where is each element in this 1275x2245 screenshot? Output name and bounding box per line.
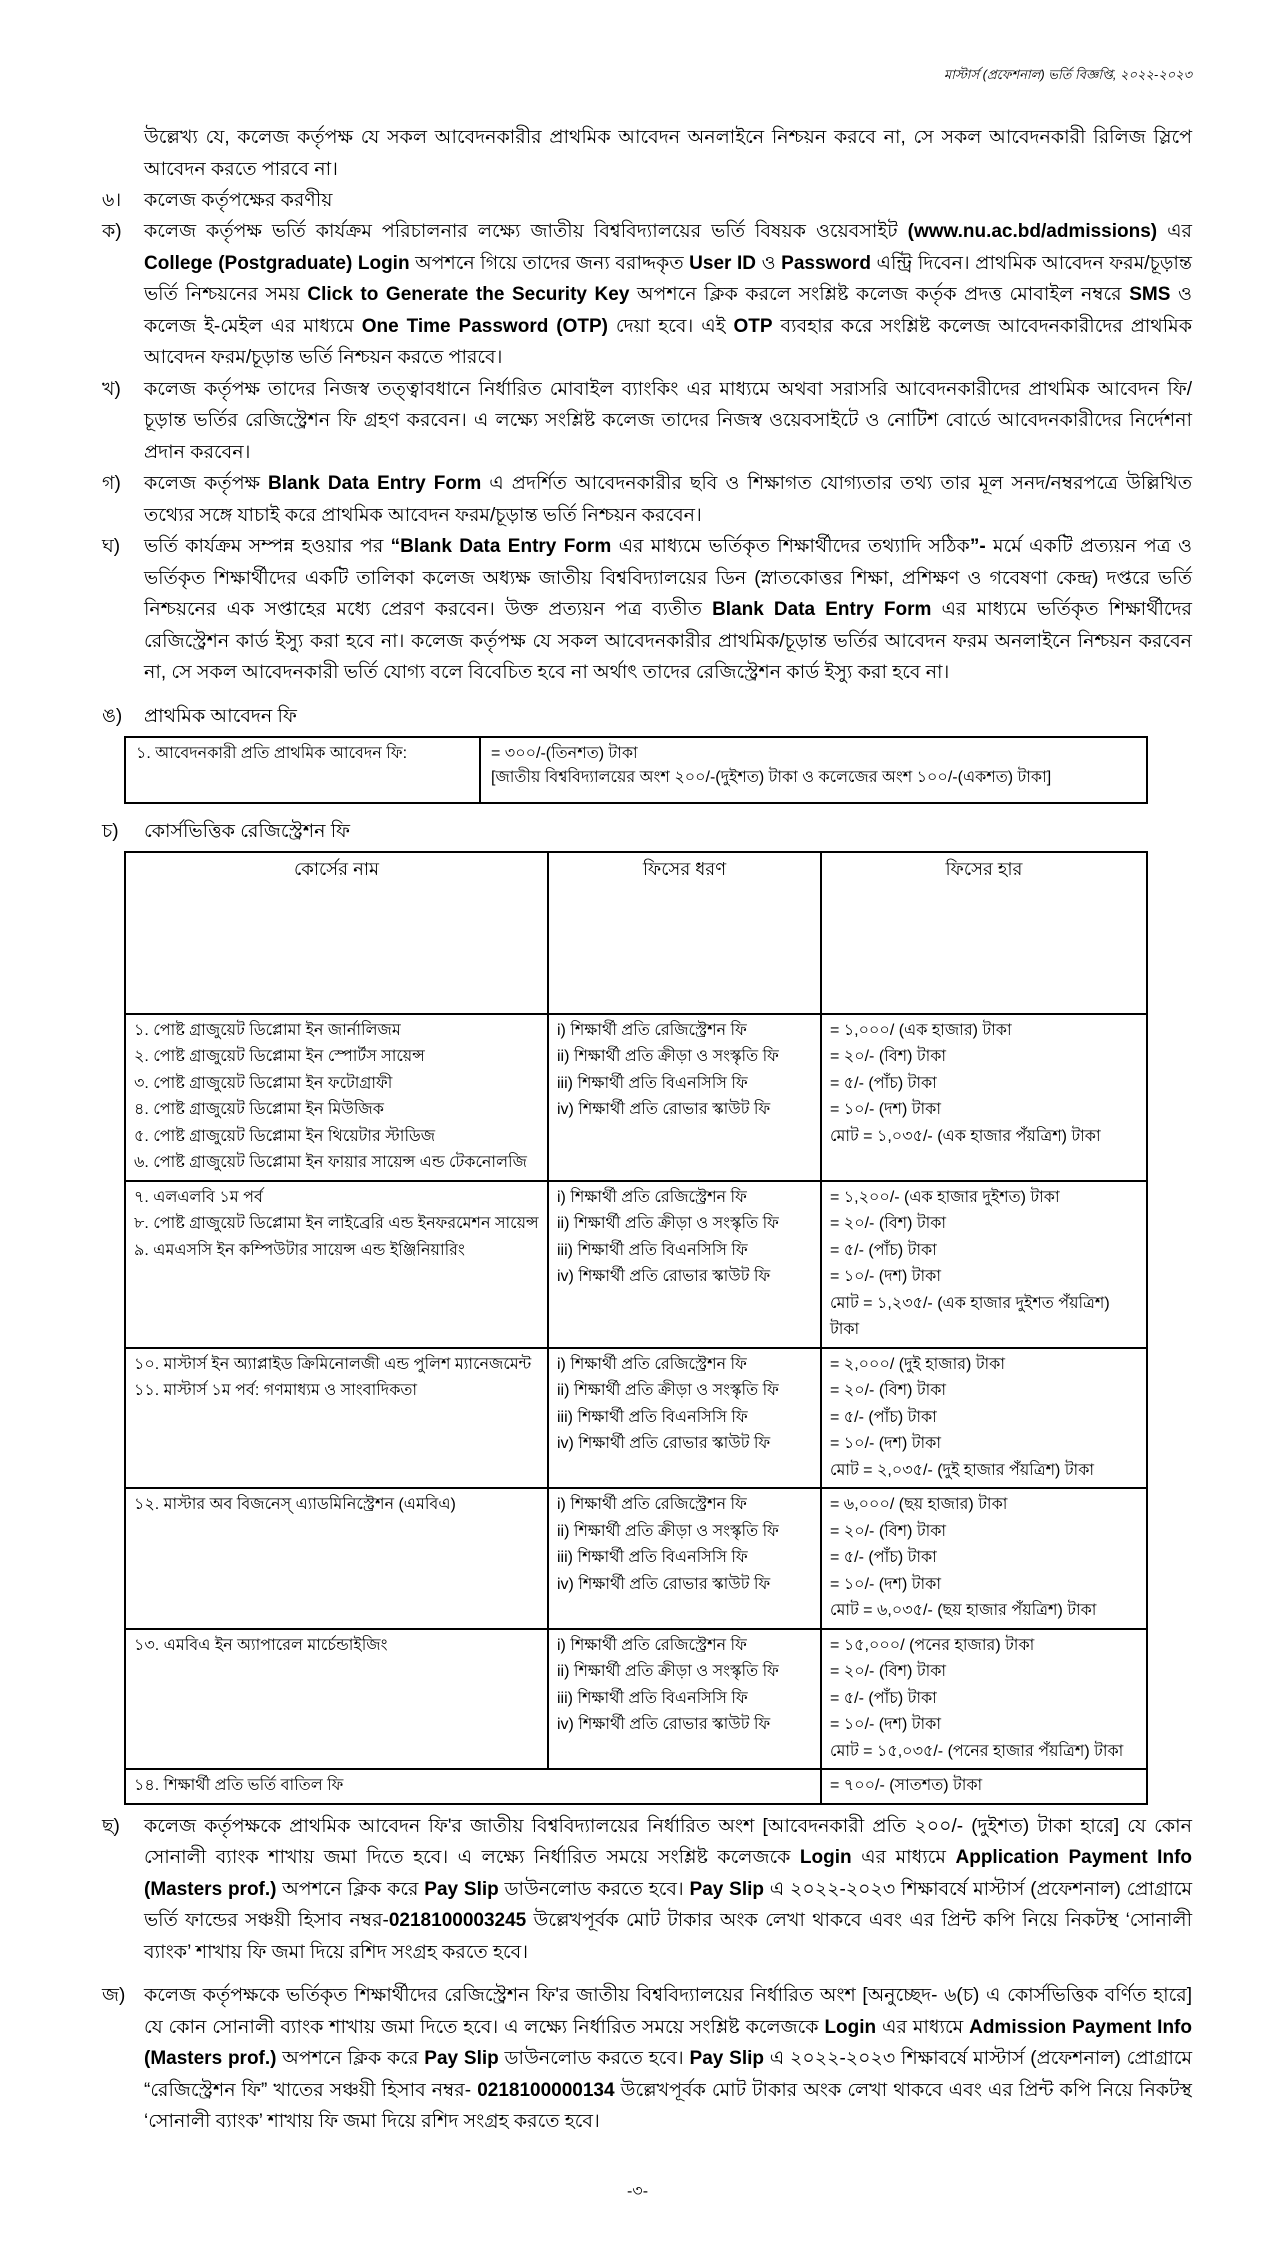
fee-type: iv) শিক্ষার্থী প্রতি রোভার স্কাউট ফি [557,1101,771,1118]
text-run: কলেজ কর্তৃপক্ষ ভর্তি কার্যক্রম পরিচালনার লক্ষ্যে জাতীয় বিশ্ববিদ্যালয়ের ভর্তি বিষয়ক ওয়েবসাইট [144,221,908,242]
clause-text [144,468,1192,531]
text-run: ও [756,252,782,274]
text-run: দেয়া হবে। এই [607,315,734,337]
fee-type: i) শিক্ষার্থী প্রতি রেজিস্ট্রেশন ফি [557,1636,747,1654]
fee-rate-cell [821,1629,1147,1770]
clause-label: জ) [102,1985,126,2006]
fee-type: i) শিক্ষার্থী প্রতি রেজিস্ট্রেশন ফি [557,1496,747,1513]
page-number: -৩- [626,2182,649,2200]
fee-type: ii) শিক্ষার্থী প্রতি ক্রীড়া ও সংস্কৃতি ফি [557,1048,779,1065]
bold-text-run: Click to Generate the Security Key [307,284,630,305]
clause-label: চ) [102,820,119,842]
course-name-cell [125,1348,548,1489]
clause-ga [102,468,1192,531]
fee-type-cell [548,1181,821,1348]
bold-text-run: Application Payment Info (Masters prof.) [144,1847,1192,1900]
bold-text-run: Pay Slip [689,2048,764,2069]
text-run: এ ২০২২-২০২৩ শিক্ষাবর্ষে মাস্টার্স (প্রফেশনাল) প্রোগ্রামে “রেজিস্ট্রেশন ফি” খাতের সঞ্চয়ী হিসাব নম্বর- [144,2048,1193,2101]
fee-rate: = ২০/- (বিশ) টাকা [830,1215,947,1232]
course-name: ৭. এলএলবি ১ম পর্ব [134,1188,263,1206]
section-number: ৬। [102,190,122,211]
fee-rate: মোট = ৬,০৩৫/- (ছয় হাজার পঁয়ত্রিশ) টাকা [830,1602,1097,1619]
text-run: উল্লেখ্য যে, কলেজ কর্তৃপক্ষ যে সকল আবেদনকারীর প্রাথমিক আবেদন অনলাইনে নিশ্চয়ন করবে না, সে সকল আবেদনকারী রিলিজ স্লিপে আবেদন করতে পারবে না। [144,127,1192,180]
clause-label: ঙ) [102,705,123,727]
section-6-heading [102,185,1192,216]
fee-type: iv) শিক্ষার্থী প্রতি রোভার স্কাউট ফি [557,1268,771,1285]
course-group-row [125,1488,1147,1629]
course-group-row [125,1629,1147,1770]
table-header-row [125,852,1147,1014]
clause-gha [102,531,1192,689]
fee-amount-cell [480,737,1147,803]
bold-text-run: Admission Payment Info (Masters prof.) [144,2016,1192,2069]
bold-text-run: ”- [969,536,986,557]
course-name-cell [125,1014,548,1181]
fee-rate: = ১,০০০/ (এক হাজার) টাকা [830,1021,1012,1039]
fee-rate: = ৫/- (পাঁচ) টাকা [830,1241,937,1259]
text-run: কলেজ কর্তৃপক্ষকে প্রাথমিক আবেদন ফি'র জাতীয় বিশ্ববিদ্যালয়ের নির্ধারিত অংশ [আবেদনকারী প্রতি ২০০/- (দুইশত) টাকা হারে] যে কোন সোনালী ব্যাংক শাখায় জমা দিতে হবে। এ লক্ষ্যে নির্ধারিত সময়ে সংশ্লিষ্ট কলেজকে [144,1815,1192,1868]
running-header: মাস্টার্স (প্রফেশনাল) ভর্তি বিজ্ঞপ্তি, ২০২২-২০২৩ [943,67,1192,82]
fee-rate: = ১০/- (দশ) টাকা [830,1101,941,1118]
text-run: এর মাধ্যমে ভর্তিকৃত শিক্ষার্থীদের তথ্যাদি সঠিক [611,536,970,557]
clause-title: কোর্সভিত্তিক রেজিস্ট্রেশন ফি [144,820,351,842]
text-run: উল্লেখপূর্বক মোট টাকার অংক লেখা থাকবে এবং এর প্রিন্ট কপি নিয়ে নিকটস্থ ‘সোনালী ব্যাংক’ শাখায় ফি জমা দিয়ে রশিদ সংগ্রহ করতে হবে। [144,2079,1192,2132]
text-run: উল্লেখপূর্বক মোট টাকার অংক লেখা থাকবে এবং এর প্রিন্ট কপি নিয়ে নিকটস্থ ‘সোনালী ব্যাংক’ শাখায় ফি জমা দিয়ে রশিদ সংগ্রহ করতে হবে। [144,1910,1193,1963]
course-group-row [125,1181,1147,1348]
fee-rate: মোট = ১,০৩৫/- (এক হাজার পঁয়ত্রিশ) টাকা [830,1127,1101,1145]
fee-type-cell [548,1488,821,1629]
clause-text [144,531,1192,689]
bold-text-run: Pay Slip [689,1878,764,1900]
clause-ka [102,216,1192,374]
course-name-cell [125,1629,548,1770]
text-run: কলেজ কর্তৃপক্ষ [144,473,269,494]
bold-text-run: Login [799,1847,852,1868]
clause-label: গ) [102,473,121,494]
fee-rate: মোট = ১৫,০৩৫/- (পনের হাজার পঁয়ত্রিশ) টাকা [830,1742,1124,1760]
fee-rate: = ২০/- (বিশ) টাকা [830,1663,947,1680]
course-name: ১. পোষ্ট গ্রাজুয়েট ডিপ্লোমা ইন জার্নালিজম [134,1021,401,1039]
fee-rate: = ৫/- (পাঁচ) টাকা [830,1074,937,1092]
text-run: অপশনে গিয়ে তাদের জন্য বরাদ্দকৃত [409,252,690,274]
fee-rate: মোট = ২,০৩৫/- (দুই হাজার পঁয়ত্রিশ) টাকা [830,1461,1095,1479]
text-run: এন্ট্রি দিবেন। প্রাথমিক আবেদন ফরম/চূড়ান্ত ভর্তি নিশ্চয়নের সময় [144,252,1193,305]
bold-text-run: Pay Slip [424,2048,499,2069]
fee-type: iv) শিক্ষার্থী প্রতি রোভার স্কাউট ফি [557,1575,771,1593]
fee-rate: = ২,০০০/ (দুই হাজার) টাকা [830,1355,1006,1373]
fee-type: ii) শিক্ষার্থী প্রতি ক্রীড়া ও সংস্কৃতি ফি [557,1522,779,1540]
column-header: কোর্সের নাম [125,852,548,1014]
fee-rate: = ১০/- (দশ) টাকা [830,1268,941,1285]
fee-rate-cell [821,1014,1147,1181]
bold-text-run: (www.nu.ac.bd/admissions) [907,221,1158,242]
fee-rate: = ২০/- (বিশ) টাকা [830,1048,947,1065]
text-run: কলেজ কর্তৃপক্ষকে ভর্তিকৃত শিক্ষার্থীদের রেজিস্ট্রেশন ফি'র জাতীয় বিশ্ববিদ্যালয়ের নির্ধারিত অংশ [অনুচ্ছেদ- ৬(চ) এ কোর্সভিত্তিক বর্ণিত হারে] যে কোন সোনালী ব্যাংক শাখায় জমা দিতে হবে। এ লক্ষ্যে নির্ধারিত সময়ে সংশ্লিষ্ট কলেজকে [144,1985,1192,2038]
fee-rate: = ১,২০০/- (এক হাজার দুইশত) টাকা [830,1188,1060,1206]
text-run: অপশনে ক্লিক করে [276,1878,425,1900]
text-run: অপশনে ক্লিক করে [276,2048,425,2069]
fee-type: ii) শিক্ষার্থী প্রতি ক্রীড়া ও সংস্কৃতি ফি [557,1382,779,1399]
column-header: ফিসের হার [821,852,1147,1014]
fee-rate: = ১০/- (দশ) টাকা [830,1716,941,1733]
text-run: এ ২০২২-২০২৩ শিক্ষাবর্ষে মাস্টার্স (প্রফেশনাল) প্রোগ্রামে ভর্তি ফান্ডের সঞ্চয়ী হিসাব নম্বর- [144,1878,1193,1931]
bold-text-run: 0218100003245 [388,1910,527,1931]
clause-jha [102,1980,1192,2138]
course-group-row [125,1348,1147,1489]
fee-rate: মোট = ১,২৩৫/- (এক হাজার দুইশত পঁয়ত্রিশ) টাকা [830,1294,1110,1338]
fee-rate: = ৫/- (পাঁচ) টাকা [830,1689,937,1707]
course-name: ১৩. এমবিএ ইন অ্যাপারেল মার্চেন্ডাইজিং [134,1636,388,1654]
clause-text [144,216,1192,374]
fee-rate: = ১০/- (দশ) টাকা [830,1435,941,1452]
fee-type: iii) শিক্ষার্থী প্রতি বিএনসিসি ফি [557,1241,748,1259]
cancellation-fee-label: ১৪. শিক্ষার্থী প্রতি ভর্তি বাতিল ফি [125,1769,821,1804]
clause-kha [102,374,1192,469]
bold-text-run: College (Postgraduate) Login [144,252,410,274]
fee-rate: = ৫/- (পাঁচ) টাকা [830,1408,937,1426]
fee-type: i) শিক্ষার্থী প্রতি রেজিস্ট্রেশন ফি [557,1188,747,1206]
document-page [102,0,1192,2245]
fee-type: ii) শিক্ষার্থী প্রতি ক্রীড়া ও সংস্কৃতি ফি [557,1215,779,1232]
application-fee-table [124,736,1148,804]
fee-rate: = ১০/- (দশ) টাকা [830,1575,941,1593]
clause-nga-heading [102,701,1192,732]
fee-type: iv) শিক্ষার্থী প্রতি রোভার স্কাউট ফি [557,1435,771,1452]
fee-rate: = ৫/- (পাঁচ) টাকা [830,1549,937,1566]
text-run: এর [1157,221,1193,242]
text-run: ও কলেজ ই-মেইল এর মাধ্যমে [144,284,1192,337]
clause-label: খ) [102,378,121,400]
course-name: ৩. পোষ্ট গ্রাজুয়েট ডিপ্লোমা ইন ফটোগ্রাফী [134,1074,393,1092]
column-header: ফিসের ধরণ [548,852,821,1014]
bold-text-run: “Blank Data Entry Form [390,536,612,557]
course-name: ১২. মাস্টার অব বিজনেস্ এ্যাডমিনিস্ট্রেশন (এমবিএ) [134,1496,456,1513]
clause-chha [102,1811,1192,1969]
text-run: ভর্তি কার্যক্রম সম্পন্ন হওয়ার পর [144,536,391,557]
fee-type: iii) শিক্ষার্থী প্রতি বিএনসিসি ফি [557,1689,748,1707]
course-name: ৫. পোষ্ট গ্রাজুয়েট ডিপ্লোমা ইন থিয়েটার স্টাডিজ [134,1127,436,1145]
text-run: ডাউনলোড করতে হবে। [498,2048,690,2069]
bold-text-run: 0218100000134 [477,2079,615,2101]
intro-paragraph [102,122,1192,185]
intro-text [144,122,1192,185]
bold-text-run: OTP [733,315,773,337]
fee-type: i) শিক্ষার্থী প্রতি রেজিস্ট্রেশন ফি [557,1021,747,1039]
text-run: ডাউনলোড করতে হবে। [498,1878,690,1900]
table-row [125,737,1147,803]
course-name: ৬. পোষ্ট গ্রাজুয়েট ডিপ্লোমা ইন ফায়ার সায়েন্স এন্ড টেকনোলজি [134,1154,527,1171]
fee-rate: = ৬,০০০/ (ছয় হাজার) টাকা [830,1496,1008,1513]
fee-rate: = ২০/- (বিশ) টাকা [830,1522,947,1540]
fee-rate-cell [821,1348,1147,1489]
fee-type-cell [548,1014,821,1181]
text-run: এ প্রদর্শিত আবেদনকারীর ছবি ও শিক্ষাগত যোগ্যতার তথ্য তার মূল সনদ/নম্বরপত্রে উল্লিখিত তথ্যের সঙ্গে যাচাই করে প্রাথমিক আবেদন ফরম/চূড়ান্ত ভর্তি নিশ্চয়ন করবেন। [144,473,1192,526]
course-name: ১১. মাস্টার্স ১ম পর্ব: গণমাধ্যম ও সাংবাদিকতা [134,1382,418,1399]
fee-type: iv) শিক্ষার্থী প্রতি রোভার স্কাউট ফি [557,1716,771,1733]
fee-label-cell: ১. আবেদনকারী প্রতি প্রাথমিক আবেদন ফি: [125,737,480,803]
text-run: এর মাধ্যমে [876,2016,970,2038]
fee-rate-cell [821,1488,1147,1629]
clause-label: ছ) [102,1815,120,1837]
course-registration-fee-table [124,851,1148,1805]
course-name: ৪. পোষ্ট গ্রাজুয়েট ডিপ্লোমা ইন মিউজিক [134,1101,384,1118]
text-run: এর মাধ্যমে ভর্তিকৃত শিক্ষার্থীদের রেজিস্ট্রেশন কার্ড ইস্যু করা হবে না। কলেজ কর্তৃপক্ষ যে সকল আবেদনকারীর প্রাথমিক/চূড়ান্ত ভর্তির আবেদন ফরম অনলাইনে নিশ্চয়ন করবেন না, সে সকল আবেদনকারী ভর্তি যোগ্য বলে বিবেচিত হবে না অর্থাৎ তাদের রেজিস্ট্রেশন কার্ড ইস্যু করা হবে না। [144,599,1192,683]
fee-type: iii) শিক্ষার্থী প্রতি বিএনসিসি ফি [557,1549,748,1566]
cancellation-fee-rate: = ৭০০/- (সাতশত) টাকা [821,1769,1147,1804]
fee-rate-cell [821,1181,1147,1348]
fee-amount: = ৩০০/-(তিনশত) টাকা [491,744,638,762]
clause-title: প্রাথমিক আবেদন ফি [144,705,297,727]
section-title: কলেজ কর্তৃপক্ষের করণীয় [144,190,333,211]
bold-text-run: User ID [689,252,757,274]
text-run: ব্যবহার করে সংশ্লিষ্ট কলেজ আবেদনকারীদের প্রাথমিক আবেদন ফরম/চূড়ান্ত ভর্তি নিশ্চয়ন করতে পারবে। [144,315,1193,368]
text-run: কলেজ কর্তৃপক্ষ তাদের নিজস্ব তত্ত্বাবধানে নির্ধারিত মোবাইল ব্যাংকিং এর মাধ্যমে অথবা সরাসরি আবেদনকারীদের প্রাথমিক আবেদন ফি/চূড়ান্ত ভর্তির রেজিস্ট্রেশন ফি গ্রহণ করবেন। এ লক্ষ্যে সংশ্লিষ্ট কলেজ তাদের নিজস্ব ওয়েবসাইটে ও নোটিশ বোর্ডে আবেদনকারীদের নির্দেশনা প্রদান করবেন। [144,378,1192,463]
bold-text-run: One Time Password (OTP) [361,315,608,337]
clause-text [144,374,1192,469]
bold-text-run: Pay Slip [424,1878,499,1900]
text-run: এর মাধ্যমে [851,1847,956,1868]
course-group-row [125,1014,1147,1181]
cancellation-fee-row [125,1769,1147,1804]
course-name-cell [125,1181,548,1348]
clause-label: ঘ) [102,536,121,557]
fee-rate: = ১৫,০০০/ (পনের হাজার) টাকা [830,1636,1035,1654]
fee-type-cell [548,1629,821,1770]
fee-split: [জাতীয় বিশ্ববিদ্যালয়ের অংশ ২০০/-(দুইশত) টাকা ও কলেজের অংশ ১০০/-(একশত) টাকা] [491,768,1052,786]
bold-text-run: Blank Data Entry Form [268,473,482,494]
course-name: ২. পোষ্ট গ্রাজুয়েট ডিপ্লোমা ইন স্পোর্টস সায়েন্স [134,1048,425,1065]
fee-type: i) শিক্ষার্থী প্রতি রেজিস্ট্রেশন ফি [557,1355,747,1373]
course-name: ৯. এমএসসি ইন কম্পিউটার সায়েন্স এন্ড ইঞ্জিনিয়ারিং [134,1241,465,1259]
fee-type: ii) শিক্ষার্থী প্রতি ক্রীড়া ও সংস্কৃতি ফি [557,1663,779,1680]
fee-type: iii) শিক্ষার্থী প্রতি বিএনসিসি ফি [557,1408,748,1426]
clause-text [144,1811,1192,1969]
bold-text-run: Password [781,252,871,274]
bold-text-run: Blank Data Entry Form [712,599,932,620]
fee-rate: = ২০/- (বিশ) টাকা [830,1382,947,1399]
clause-text [144,1980,1192,2138]
course-name: ১০. মাস্টার্স ইন অ্যাপ্লাইড ক্রিমিনোলজী এন্ড পুলিশ ম্যানেজমেন্ট [134,1355,532,1373]
clause-label: ক) [102,221,122,242]
course-name: ৮. পোষ্ট গ্রাজুয়েট ডিপ্লোমা ইন লাইব্রেরি এন্ড ইনফরমেশন সায়েন্স [134,1215,539,1232]
course-name-cell [125,1488,548,1629]
fee-type-cell [548,1348,821,1489]
fee-type: iii) শিক্ষার্থী প্রতি বিএনসিসি ফি [557,1074,748,1092]
bold-text-run: SMS [1129,284,1171,305]
text-run: মর্মে একটি প্রত্যয়ন পত্র ও ভর্তিকৃত শিক্ষার্থীদের একটি তালিকা কলেজ অধ্যক্ষ জাতীয় বিশ্ববিদ্যালয়ের ডিন (স্নাতকোত্তর শিক্ষা, প্রশিক্ষণ ও গবেষণা কেন্দ্র) দপ্তরে ভর্তি নিশ্চয়নের এক সপ্তাহের মধ্যে প্রেরণ করবেন। উক্ত প্রত্যয়ন পত্র ব্যতীত [144,536,1193,620]
clause-cha-heading [102,816,1192,847]
bold-text-run: Login [824,2016,877,2038]
text-run: অপশনে ক্লিক করলে সংশ্লিষ্ট কলেজ কর্তৃক প্রদত্ত মোবাইল নম্বরে [629,284,1130,305]
